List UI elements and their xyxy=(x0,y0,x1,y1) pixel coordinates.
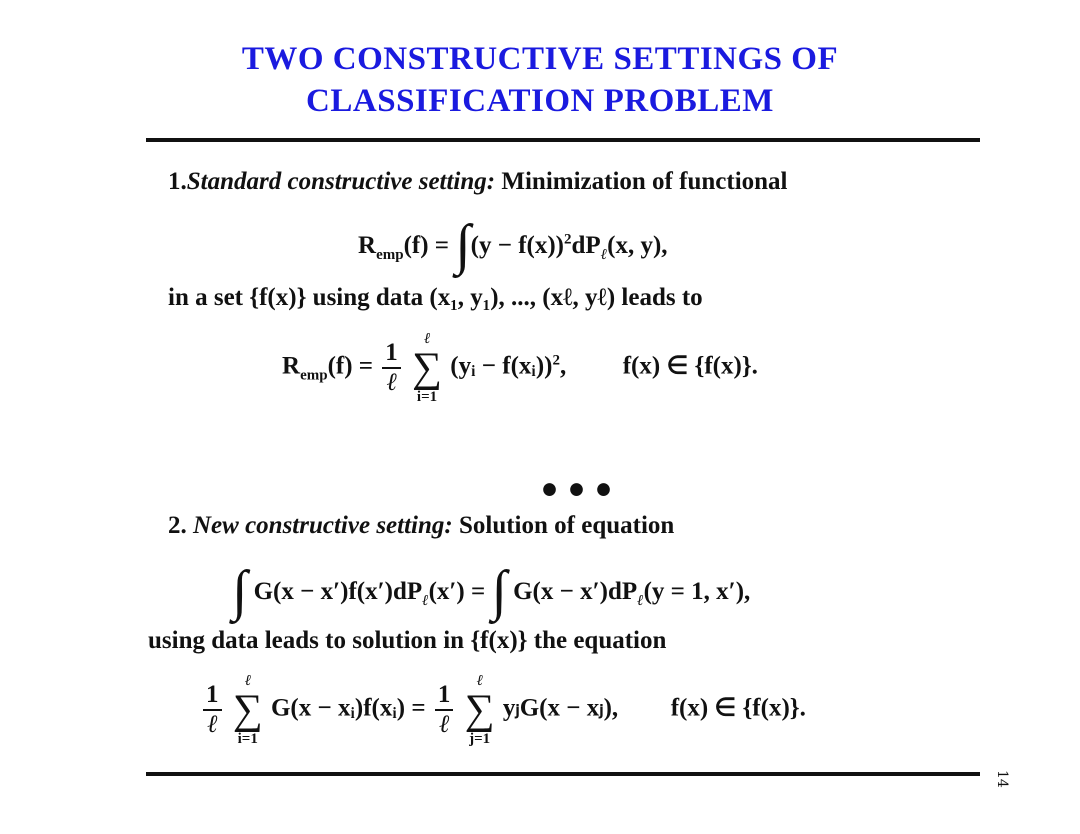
section1-text: Minimization of functional xyxy=(501,168,788,195)
eq2-summation xyxy=(412,330,442,406)
eq4-sum1-bot: i=1 xyxy=(237,731,258,747)
eq2-mid: (f) = xyxy=(327,352,374,380)
eq4-frac1-den: ℓ xyxy=(207,711,218,738)
eq2-frac-num: 1 xyxy=(382,339,401,369)
eq2-body: (yᵢ − f(xᵢ)) xyxy=(450,352,553,380)
section2-heading-line xyxy=(168,512,674,540)
eq3-left-sub: ℓ xyxy=(422,593,429,609)
eq4-summation-2 xyxy=(465,672,495,748)
integral-symbol: ∫ xyxy=(455,214,471,276)
eq3-right-end: (y = 1, x′), xyxy=(643,578,751,605)
eq1-mid: (f) = xyxy=(403,232,456,259)
bottom-rule xyxy=(146,772,980,776)
ellipsis-separator: ••• xyxy=(538,470,620,512)
eq4-condition: f(x) ∈ {f(x)}. xyxy=(670,694,806,722)
slide-title xyxy=(0,38,1080,122)
sigma-symbol: ∑ xyxy=(412,345,442,391)
eq4-left: G(x − xᵢ)f(xᵢ) = xyxy=(270,694,426,722)
eq3-left: G(x − x′)f(x′)dP xyxy=(253,578,423,605)
eq4-sum2-bot: j=1 xyxy=(469,731,491,747)
equation-1 xyxy=(358,214,668,276)
integral-symbol: ∫ xyxy=(232,560,248,622)
page-number: 14 xyxy=(994,770,1010,788)
section2-line2: using data leads to solution in {f(x)} the equation xyxy=(148,627,667,654)
eq3-left-end: (x′) = xyxy=(428,578,486,605)
eq2-condition: f(x) ∈ {f(x)}. xyxy=(622,352,758,380)
eq1-sup: 2 xyxy=(564,231,572,248)
eq4-right: yⱼG(x − xⱼ), xyxy=(502,694,619,722)
eq1-right: (y − f(x)) xyxy=(470,232,565,259)
eq2-sub: emp xyxy=(300,367,328,384)
eq2-sum-top: ℓ xyxy=(423,331,431,347)
top-rule xyxy=(146,138,980,142)
section1-line2: in a set {f(x)} using data (x₁, y₁), ..., (xℓ, yℓ) leads to xyxy=(168,284,703,311)
title-line-2: CLASSIFICATION PROBLEM xyxy=(306,83,774,119)
title-line-1: TWO CONSTRUCTIVE SETTINGS OF xyxy=(241,41,839,77)
eq1-sub: emp xyxy=(376,247,404,263)
integral-symbol: ∫ xyxy=(491,560,507,622)
eq2-frac-den: ℓ xyxy=(386,369,397,396)
eq4-fraction-1 xyxy=(203,681,222,739)
eq4-frac2-num: 1 xyxy=(435,681,454,711)
eq4-sum1-top: ℓ xyxy=(244,673,251,689)
eq3-right: G(x − x′)dP xyxy=(513,578,638,605)
section1-number: 1. xyxy=(168,168,187,195)
equation-2 xyxy=(282,330,758,406)
eq4-frac2-den: ℓ xyxy=(438,711,450,738)
eq1-r: R xyxy=(358,232,377,259)
equation-3 xyxy=(232,560,751,622)
sigma-symbol: ∑ xyxy=(464,687,495,733)
eq2-r: R xyxy=(282,352,301,380)
eq4-fraction-2 xyxy=(435,681,454,739)
eq1-tail: dP xyxy=(571,232,601,259)
eq2-sup: 2 xyxy=(552,352,560,369)
eq4-frac1-num: 1 xyxy=(203,681,222,711)
section2-number: 2. xyxy=(168,512,187,539)
eq4-summation-1 xyxy=(233,672,263,748)
eq2-fraction xyxy=(382,339,401,397)
section2-heading: New constructive setting: xyxy=(193,512,453,539)
eq2-sum-bot: i=1 xyxy=(416,389,438,405)
equation-4 xyxy=(200,672,806,748)
section2-text: Solution of equation xyxy=(458,512,675,539)
eq1-end: (x, y), xyxy=(607,232,668,259)
eq4-sum2-top: ℓ xyxy=(476,673,483,689)
sigma-symbol: ∑ xyxy=(232,687,263,733)
eq2-comma: , xyxy=(559,352,567,380)
eq3-right-sub: ℓ xyxy=(637,593,644,609)
section1-heading-line xyxy=(168,168,787,196)
section1-heading: Standard constructive setting: xyxy=(186,168,496,195)
eq1-tail-sub: ℓ xyxy=(600,247,608,263)
